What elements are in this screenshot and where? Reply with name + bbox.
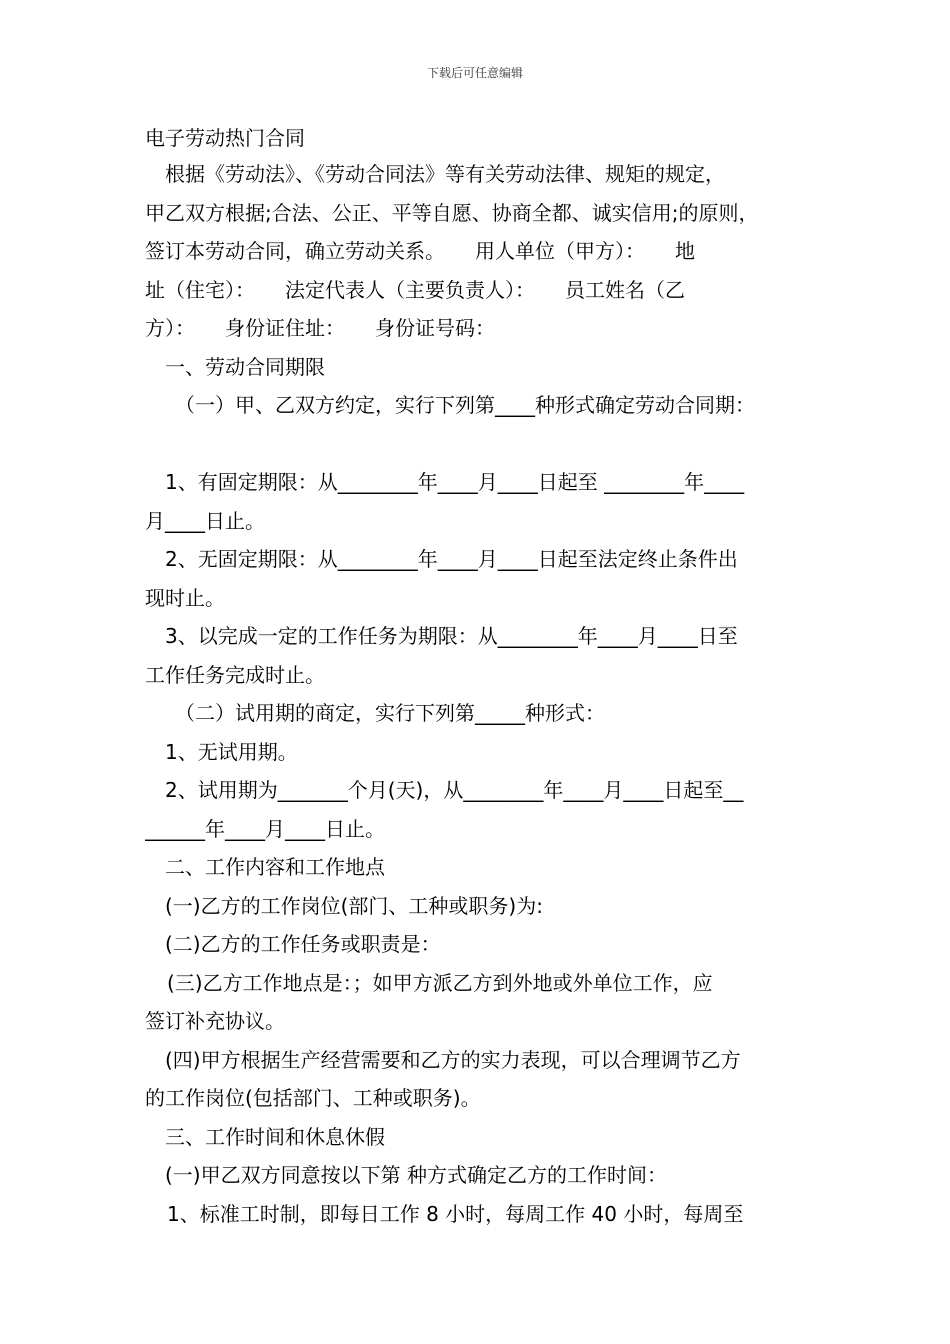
paragraph-line: 现时止。 <box>145 585 225 610</box>
download-note: 下载后可任意编辑 <box>426 66 523 80</box>
paragraph-line: 甲乙双方根据;合法、公正、平等自愿、协商全都、诚实信用;的原则， <box>145 200 759 225</box>
paragraph-line: (二)乙方的工作任务或职责是： <box>165 932 441 956</box>
paragraph-line: 2、无固定期限：从________年____月____日起至法定终止条件出 <box>165 547 738 571</box>
paragraph-line: (三)乙方工作地点是：；如甲方派乙方到外地或外单位工作，应 <box>167 970 713 995</box>
paragraph-line: 的工作岗位(包括部门、工种或职务)。 <box>145 1086 481 1110</box>
paragraph-line: 月____日止。 <box>145 508 265 533</box>
paragraph-line: 工作任务完成时止。 <box>145 662 325 687</box>
paragraph-line: 签订本劳动合同，确立劳动关系。 用人单位（甲方）： 地 <box>145 239 695 263</box>
paragraph-line: 1、无试用期。 <box>165 739 298 764</box>
page-title: 电子劳动热门合同 <box>145 126 305 150</box>
paragraph-line: （二）试用期的商定，实行下列第_____种形式： <box>175 701 605 725</box>
paragraph-line: 2、试用期为_______个月(天)，从________年____月____日起至__ <box>165 778 744 802</box>
blank-line <box>145 425 810 464</box>
section-heading: 一、劳动合同期限 <box>165 354 325 379</box>
paragraph-line: 1、有固定期限：从________年____月____日起至 ________年____ <box>165 470 745 494</box>
paragraph-line: (四)甲方根据生产经营需要和乙方的实力表现，可以合理调节乙方 <box>165 1047 741 1072</box>
contract-body <box>145 155 810 1233</box>
paragraph-line: 1、标准工时制，即每日工作 8 小时，每周工作 40 小时，每周至 <box>167 1201 744 1226</box>
paragraph-line: (一)乙方的工作岗位(部门、工种或职务)为: <box>165 893 543 918</box>
section-heading: 三、工作时间和休息休假 <box>165 1124 385 1149</box>
paragraph-line: （一）甲、乙双方约定，实行下列第____种形式确定劳动合同期： <box>175 393 755 417</box>
paragraph-line: ______年____月____日止。 <box>145 816 385 841</box>
section-heading: 二、工作内容和工作地点 <box>165 855 385 879</box>
paragraph-line: (一)甲乙双方同意按以下第 种方式确定乙方的工作时间： <box>165 1163 667 1187</box>
paragraph-line: 根据《劳动法》、《劳动合同法》等有关劳动法律、规矩的规定， <box>165 162 725 186</box>
paragraph-line: 3、以完成一定的工作任务为期限：从________年____月____日至 <box>165 624 738 648</box>
paragraph-line: 签订补充协议。 <box>145 1009 285 1033</box>
paragraph-line: 址（住宅）： 法定代表人（主要负责人）： 员工姓名（乙 <box>145 277 685 302</box>
paragraph-line: 方）： 身份证住址： 身份证号码： <box>145 316 495 340</box>
